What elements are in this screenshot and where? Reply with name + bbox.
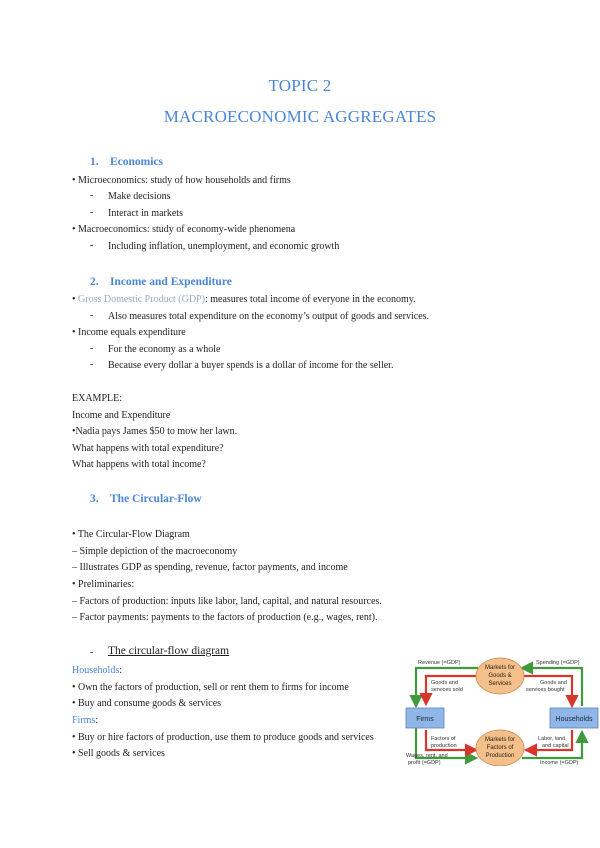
firms-heading	[72, 714, 98, 728]
households-label: Households	[72, 665, 120, 676]
circular-line: • Preliminaries:	[72, 579, 135, 590]
goods-bought-label: Goods and	[540, 680, 567, 686]
bullet: •	[72, 294, 79, 305]
micro-bullet: • Microeconomics: study of how households and firms	[72, 175, 291, 186]
topic-title: TOPIC 2	[268, 76, 332, 95]
colon: :	[119, 665, 123, 676]
factor-market-line: Markets for	[484, 737, 516, 743]
goods-market-line: Markets for	[484, 665, 516, 671]
factor-market-line: Production	[485, 753, 515, 759]
dash: -	[90, 647, 94, 658]
circular-line: – Factors of production: inputs like labor, land, capital, and natural resources.	[72, 596, 382, 607]
goods-market-line: Goods &	[488, 673, 512, 679]
goods-market-line: Services	[488, 681, 512, 687]
spending-label: Spending (=GDP)	[536, 660, 580, 666]
labor-label: and capital	[542, 743, 569, 749]
factor-market-line: Factors of	[486, 745, 514, 751]
circular-flow-diagram	[404, 652, 600, 766]
list-item: Also measures total expenditure on the economy’s output of goods and services.	[108, 311, 430, 322]
dash: -	[90, 207, 94, 218]
section-heading-income	[90, 276, 232, 288]
list-item: For the economy as a whole	[108, 344, 221, 355]
dash: -	[90, 343, 94, 354]
page-subtitle: MACROECONOMIC AGGREGATES	[163, 107, 437, 126]
firms-text: Firms	[416, 716, 434, 723]
factors-label: Factors of	[431, 736, 456, 742]
list-item: Because every dollar a buyer spends is a dollar of income for the seller.	[108, 360, 394, 371]
section-number: 3.	[90, 493, 99, 505]
firms-label: Firms	[72, 715, 96, 726]
section-title: Income and Expenditure	[110, 276, 232, 288]
diagram-heading: The circular-flow diagram	[108, 645, 230, 657]
gdp-definition: : measures total income of everyone in the economy.	[204, 294, 416, 305]
circular-line: – Illustrates GDP as spending, revenue, factor payments, and income	[72, 562, 348, 573]
wages-label: Wages, rent, and	[406, 753, 448, 759]
goods-bought-label: services bought	[526, 687, 565, 693]
list-item: Including inflation, unemployment, and economic growth	[108, 241, 340, 252]
section-title: Economics	[110, 156, 164, 168]
circular-line: • The Circular-Flow Diagram	[72, 529, 190, 540]
example-label: EXAMPLE:	[72, 393, 122, 404]
goods-sold-label: services sold	[431, 687, 463, 693]
section-number: 1.	[90, 156, 99, 168]
households-item: • Own the factors of production, sell or rent them to firms for income	[72, 682, 349, 693]
revenue-label: Revenue (=GDP)	[418, 660, 461, 666]
factors-label: production	[431, 743, 457, 749]
dash: -	[90, 190, 94, 201]
example-line: What happens with total income?	[72, 459, 206, 470]
example-line: •Nadia pays James $50 to mow her lawn.	[72, 426, 238, 437]
section-heading-economics	[90, 156, 163, 168]
goods-sold-label: Goods and	[431, 680, 458, 686]
dash: -	[90, 359, 94, 370]
households-heading	[72, 664, 122, 678]
dash: -	[90, 310, 94, 321]
dash: -	[90, 240, 94, 251]
list-item: Interact in markets	[108, 208, 183, 219]
example-line: Income and Expenditure	[72, 410, 171, 421]
income-label: Income (=GDP)	[540, 760, 579, 766]
labor-label: Labor, land,	[538, 736, 567, 742]
gdp-term: Gross Domestic Product (GDP)	[78, 294, 205, 305]
colon: :	[95, 715, 99, 726]
wages-label: profit (=GDP)	[408, 760, 441, 766]
firms-item: • Buy or hire factors of production, use them to produce goods and services	[72, 732, 374, 743]
section-heading-circular-flow	[90, 493, 202, 505]
section-number: 2.	[90, 276, 99, 288]
section-title: The Circular-Flow	[110, 493, 202, 505]
households-item: • Buy and consume goods & services	[72, 698, 222, 709]
equals-bullet: • Income equals expenditure	[72, 327, 186, 338]
example-line: What happens with total expenditure?	[72, 443, 224, 454]
list-item: Make decisions	[108, 191, 171, 202]
circular-line: – Factor payments: payments to the factors of production (e.g., wages, rent).	[72, 612, 378, 623]
macro-bullet: • Macroeconomics: study of economy-wide phenomena	[72, 224, 296, 235]
circular-line: – Simple depiction of the macroeconomy	[72, 546, 238, 557]
firms-item: • Sell goods & services	[72, 748, 165, 759]
households-text: Households	[555, 716, 593, 723]
gdp-bullet	[72, 293, 416, 307]
